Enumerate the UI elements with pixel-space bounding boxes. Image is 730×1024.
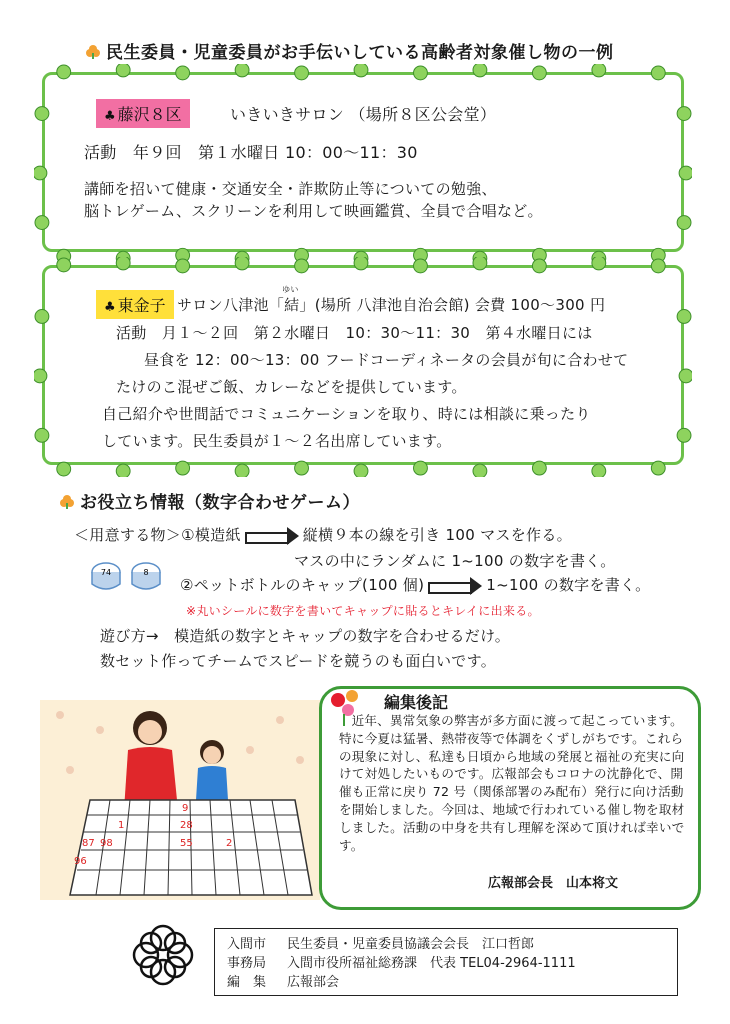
section2-heading (60, 488, 360, 513)
arrow-icon (428, 580, 482, 592)
item1-a: 縦横９本の線を引き 100 マスを作る。 (302, 526, 572, 544)
footer-info (214, 928, 678, 996)
illustration-svg (40, 700, 320, 900)
item2-row (180, 574, 650, 595)
footer-row-editor (227, 973, 665, 992)
item1-b: マスの中にランダムに 1~100 の数字を書く。 (294, 552, 616, 570)
grid-number: 2 (226, 838, 233, 849)
game-illustration (40, 700, 320, 900)
play-line1: 遊び方→ 模造紙の数字とキャップの数字を合わせるだけ。 (100, 627, 511, 645)
grid-number: 96 (74, 856, 87, 867)
grid-number: 1 (118, 820, 125, 831)
footer-value: 民生委員・児童委員協議会会長 江口哲郎 (287, 937, 535, 952)
arrow-icon (245, 530, 299, 542)
grid-number: 98 (100, 838, 113, 849)
prepare-label: ＜用意する物＞①模造紙 (74, 526, 241, 544)
higashikaneko-tag-text: 東金子 (117, 296, 166, 315)
flower-logo-icon (126, 918, 200, 992)
play-line2: 数セット作ってチームでスピードを競うのも面白いです。 (100, 652, 497, 670)
title-pre: サロン八津池「 (177, 296, 285, 314)
grid-number: 9 (182, 803, 189, 814)
fujisawa-title: いきいきサロン （場所８区公会堂） (230, 105, 497, 124)
ruby-text: ゆい (282, 285, 299, 294)
grid-number: 87 (82, 838, 95, 849)
editor-body: 近年、異常気象の弊害が多方面に渡って起こっています。特に今夏は猛暑、熱帯夜等で体調をくずしがちです。これらの現象に対し、私達も日頃から地域の発展と福祉の充実に向けて対処したいものです。広報部会もコロナの沈静化で、開催も正常に戻り 72 号（関係部署のみ配布）発行に向け活動を開始しました。今回は、地域で行われている催し物を取材しました。活動の中身を共有し理解を深めて頂ければ幸いです。 (339, 713, 685, 853)
fujisawa-desc-line2: 脳トレゲーム、スクリーンを利用して映画鑑賞、全員で合唱など。 (84, 202, 543, 220)
cap1-number: 74 (100, 568, 112, 577)
footer-value: 広報部会 (287, 975, 340, 990)
higashikaneko-line5: しています。民生委員が１～２名出席しています。 (102, 432, 452, 450)
prepare-row (74, 524, 572, 545)
item2-a: ②ペットボトルのキャップ(100 個) (180, 576, 425, 594)
tree-icon: ♣ (104, 300, 116, 315)
footer-key: 入間市 (227, 937, 267, 952)
tree-icon: ♣ (104, 109, 116, 124)
cap2-number: 8 (143, 568, 149, 577)
higashikaneko-line1: 活動 月１～２回 第２水曜日 10：30～11：30 第４水曜日には (116, 324, 593, 342)
section1-heading (86, 38, 614, 63)
footer-key: 事務局 (227, 956, 267, 971)
flower-icon (86, 45, 100, 59)
item2-b: 1~100 の数字を書く。 (486, 576, 651, 594)
section2-heading-text: お役立ち情報（数字合わせゲーム） (80, 493, 360, 513)
fujisawa-desc-line1: 講師を招いて健康・交通安全・詐欺防止等についての勉強、 (84, 180, 497, 198)
title-kanji-with-ruby (282, 285, 300, 314)
editor-signature: 広報部会長 山本将文 (488, 876, 619, 891)
footer-value: 入間市役所福祉総務課 代表 TEL04-2964-1111 (287, 956, 576, 971)
higashikaneko-line3: たけのこ混ぜご飯、カレーなどを提供しています。 (116, 378, 467, 396)
title-kanji: 結 (284, 296, 300, 314)
note-red: ※丸いシールに数字を書いてキャップに貼るとキレイに出来る。 (186, 604, 540, 618)
grid-number: 28 (180, 820, 193, 831)
title-post: 」(場所 八津池自治会館) 会費 100～300 円 (299, 296, 606, 314)
grid-number: 55 (180, 838, 193, 849)
editor-title: 編集後記 (384, 693, 449, 712)
higashikaneko-tag (96, 290, 174, 319)
section1-heading-text: 民生委員・児童委員がお手伝いしている高齢者対象催し物の一例 (106, 43, 614, 63)
flower-icon (60, 495, 74, 509)
fujisawa-tag-text: 藤沢８区 (117, 105, 182, 124)
higashikaneko-title (177, 285, 606, 315)
vine-leaves-decoration (34, 64, 692, 264)
footer-row-chair (227, 935, 665, 954)
fujisawa-activity: 活動 年９回 第１水曜日 10：00～11：30 (84, 143, 418, 162)
footer-key: 編 集 (227, 975, 267, 990)
higashikaneko-line2: 昼食を 12：00～13：00 フードコーディネータの会員が旬に合わせて (144, 351, 629, 369)
higashikaneko-line4: 自己紹介や世間話でコミュニケーションを取り、時には相談に乗ったり (102, 405, 591, 423)
bottle-caps-icon (86, 560, 170, 596)
footer-row-office (227, 954, 665, 973)
fujisawa-tag (96, 99, 190, 128)
